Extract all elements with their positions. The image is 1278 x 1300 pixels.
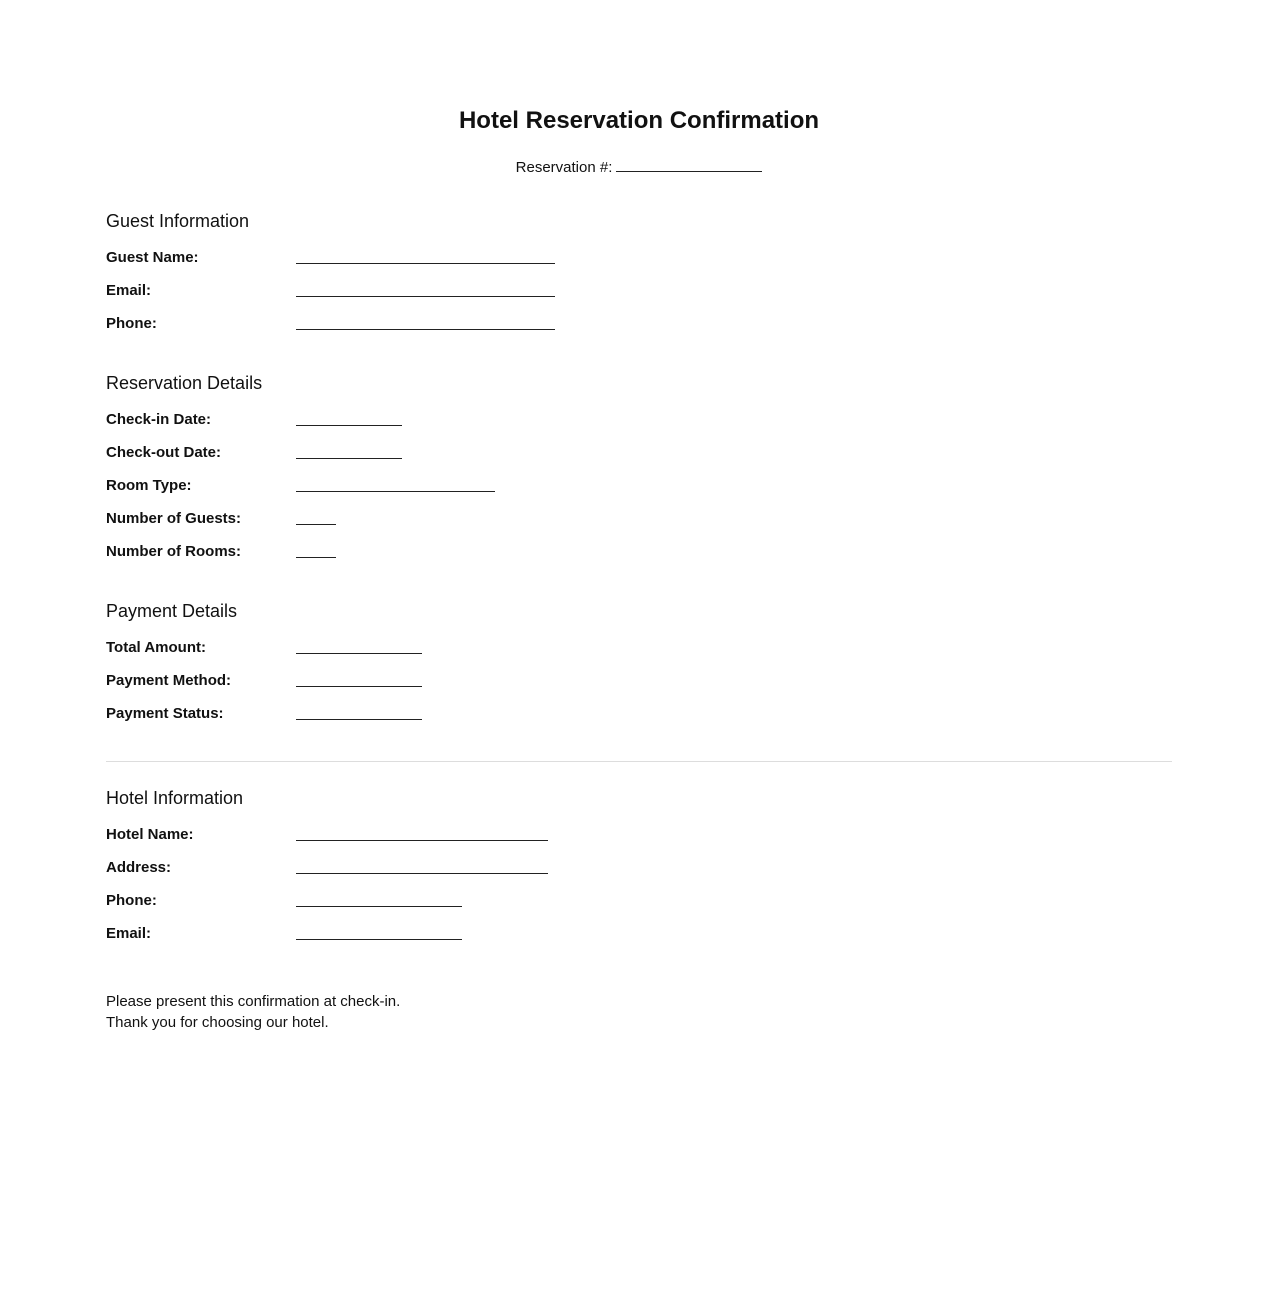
field-blank[interactable] — [296, 411, 402, 426]
divider — [106, 761, 1172, 762]
field-label: Hotel Name: — [106, 826, 194, 843]
field-blank[interactable] — [296, 510, 336, 525]
hotel-information-section — [106, 786, 548, 958]
field-check-out — [106, 444, 495, 477]
field-hotel-email — [106, 925, 548, 958]
field-label: Email: — [106, 925, 152, 942]
field-label: Email: — [106, 282, 152, 299]
field-phone — [106, 315, 555, 348]
field-payment-method — [106, 672, 422, 705]
field-guest-name — [106, 249, 555, 282]
field-blank[interactable] — [296, 444, 402, 459]
field-label: Room Type: — [106, 477, 192, 494]
field-payment-status — [106, 705, 422, 738]
field-blank[interactable] — [296, 925, 462, 940]
field-label: Total Amount: — [106, 639, 206, 656]
field-check-in — [106, 411, 495, 444]
field-label: Check-out Date: — [106, 444, 222, 461]
section-heading: Reservation Details — [106, 373, 263, 393]
field-blank[interactable] — [296, 543, 336, 558]
field-label: Number of Guests: — [106, 510, 242, 527]
field-label: Address: — [106, 859, 172, 876]
field-hotel-phone — [106, 892, 548, 925]
field-blank[interactable] — [296, 826, 548, 841]
field-label: Check-in Date: — [106, 411, 212, 428]
reservation-details-section — [106, 371, 495, 576]
field-address — [106, 859, 548, 892]
field-number-of-rooms — [106, 543, 495, 576]
reservation-number-blank[interactable] — [616, 158, 762, 172]
section-heading: Payment Details — [106, 601, 238, 621]
field-email — [106, 282, 555, 315]
field-label: Number of Rooms: — [106, 543, 241, 560]
guest-information-section — [106, 209, 555, 348]
field-total-amount — [106, 639, 422, 672]
field-label: Phone: — [106, 892, 157, 909]
footer-note — [106, 991, 400, 1033]
field-blank[interactable] — [296, 672, 422, 687]
footer-line: Thank you for choosing our hotel. — [106, 1014, 329, 1031]
field-room-type — [106, 477, 495, 510]
field-number-of-guests — [106, 510, 495, 543]
field-label: Payment Status: — [106, 705, 224, 722]
field-blank[interactable] — [296, 859, 548, 874]
field-blank[interactable] — [296, 705, 422, 720]
field-blank[interactable] — [296, 639, 422, 654]
reservation-number — [0, 158, 1278, 176]
page-title: Hotel Reservation Confirmation — [458, 107, 820, 134]
field-blank[interactable] — [296, 249, 555, 264]
section-heading: Guest Information — [106, 211, 250, 231]
field-blank[interactable] — [296, 477, 495, 492]
field-blank[interactable] — [296, 282, 555, 297]
field-hotel-name — [106, 826, 548, 859]
reservation-number-label: Reservation #: — [515, 159, 613, 176]
field-label: Guest Name: — [106, 249, 199, 266]
field-label: Payment Method: — [106, 672, 232, 689]
field-label: Phone: — [106, 315, 157, 332]
payment-details-section — [106, 599, 422, 738]
footer-line: Please present this confirmation at check-in. — [106, 993, 401, 1010]
section-heading: Hotel Information — [106, 788, 244, 808]
field-blank[interactable] — [296, 892, 462, 907]
field-blank[interactable] — [296, 315, 555, 330]
